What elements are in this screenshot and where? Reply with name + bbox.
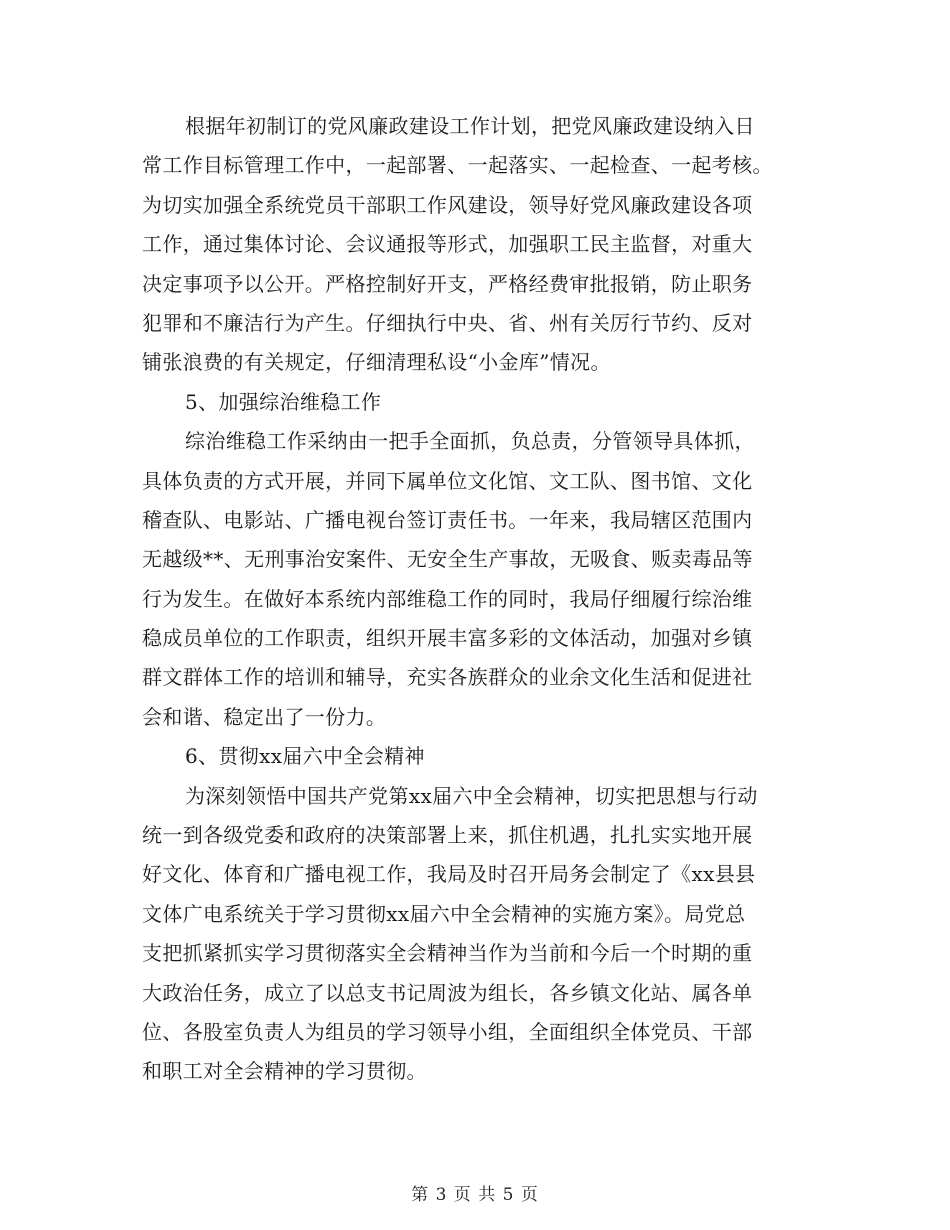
section-heading: 5、加强综治维稳工作 xyxy=(185,389,382,414)
paragraph-line: 为切实加强全系统党员干部职工作风建设，领导好党风廉政建设各项 xyxy=(142,192,753,217)
paragraph-line: 犯罪和不廉洁行为产生。仔细执行中央、省、州有关厉行节约、反对 xyxy=(142,310,753,335)
paragraph-line: 文体广电系统关于学习贯彻xx届六中全会精神的实施方案》。局党总 xyxy=(142,901,746,926)
paragraph-line: 常工作目标管理工作中，一起部署、一起落实、一起检查、一起考核。 xyxy=(142,153,773,178)
paragraph-line: 群文群体工作的培训和辅导，充实各族群众的业余文化生活和促进社 xyxy=(142,665,753,690)
paragraph-line: 会和谐、稳定出了一份力。 xyxy=(142,704,387,729)
paragraph-line: 和职工对全会精神的学习贯彻。 xyxy=(142,1059,427,1084)
paragraph-line: 统一到各级党委和政府的决策部署上来，抓住机遇，扎扎实实地开展 xyxy=(142,823,753,848)
section-heading: 6、贯彻xx届六中全会精神 xyxy=(185,744,425,769)
paragraph-line: 综治维稳工作采纳由一把手全面抓，负总责，分管领导具体抓， xyxy=(185,429,755,454)
paragraph-line: 无越级**、无刑事治安案件、无安全生产事故，无吸食、贩卖毒品等 xyxy=(142,547,753,572)
paragraph-line: 铺张浪费的有关规定，仔细清理私设“小金库”情况。 xyxy=(142,350,611,375)
paragraph-line: 工作，通过集体讨论、会议通报等形式，加强职工民主监督，对重大 xyxy=(142,232,753,257)
paragraph-line: 决定事项予以公开。严格控制好开支，严格经费审批报销，防止职务 xyxy=(142,271,753,296)
page-number-footer: 第 3 页 共 5 页 xyxy=(411,1185,539,1205)
paragraph-line: 稳成员单位的工作职责，组织开展丰富多彩的文体活动，加强对乡镇 xyxy=(142,626,753,651)
paragraph-line: 位、各股室负责人为组员的学习领导小组，全面组织全体党员、干部 xyxy=(142,1019,753,1044)
paragraph-line: 好文化、体育和广播电视工作，我局及时召开局务会制定了《xx县县 xyxy=(142,862,756,887)
paragraph-line: 为深刻领悟中国共产党第xx届六中全会精神，切实把思想与行动 xyxy=(185,783,758,808)
paragraph-line: 具体负责的方式开展，并同下属单位文化馆、文工队、图书馆、文化 xyxy=(142,468,753,493)
paragraph-line: 大政治任务，成立了以总支书记周波为组长，各乡镇文化站、属各单 xyxy=(142,980,753,1005)
paragraph-line: 稽查队、电影站、广播电视台签订责任书。一年来，我局辖区范围内 xyxy=(142,507,753,532)
paragraph-line: 根据年初制订的党风廉政建设工作计划，把党风廉政建设纳入日 xyxy=(185,114,755,138)
paragraph-line: 支把抓紧抓实学习贯彻落实全会精神当作为当前和今后一个时期的重 xyxy=(142,941,753,966)
paragraph-line: 行为发生。在做好本系统内部维稳工作的同时，我局仔细履行综治维 xyxy=(142,586,753,611)
document-body xyxy=(142,107,810,1092)
